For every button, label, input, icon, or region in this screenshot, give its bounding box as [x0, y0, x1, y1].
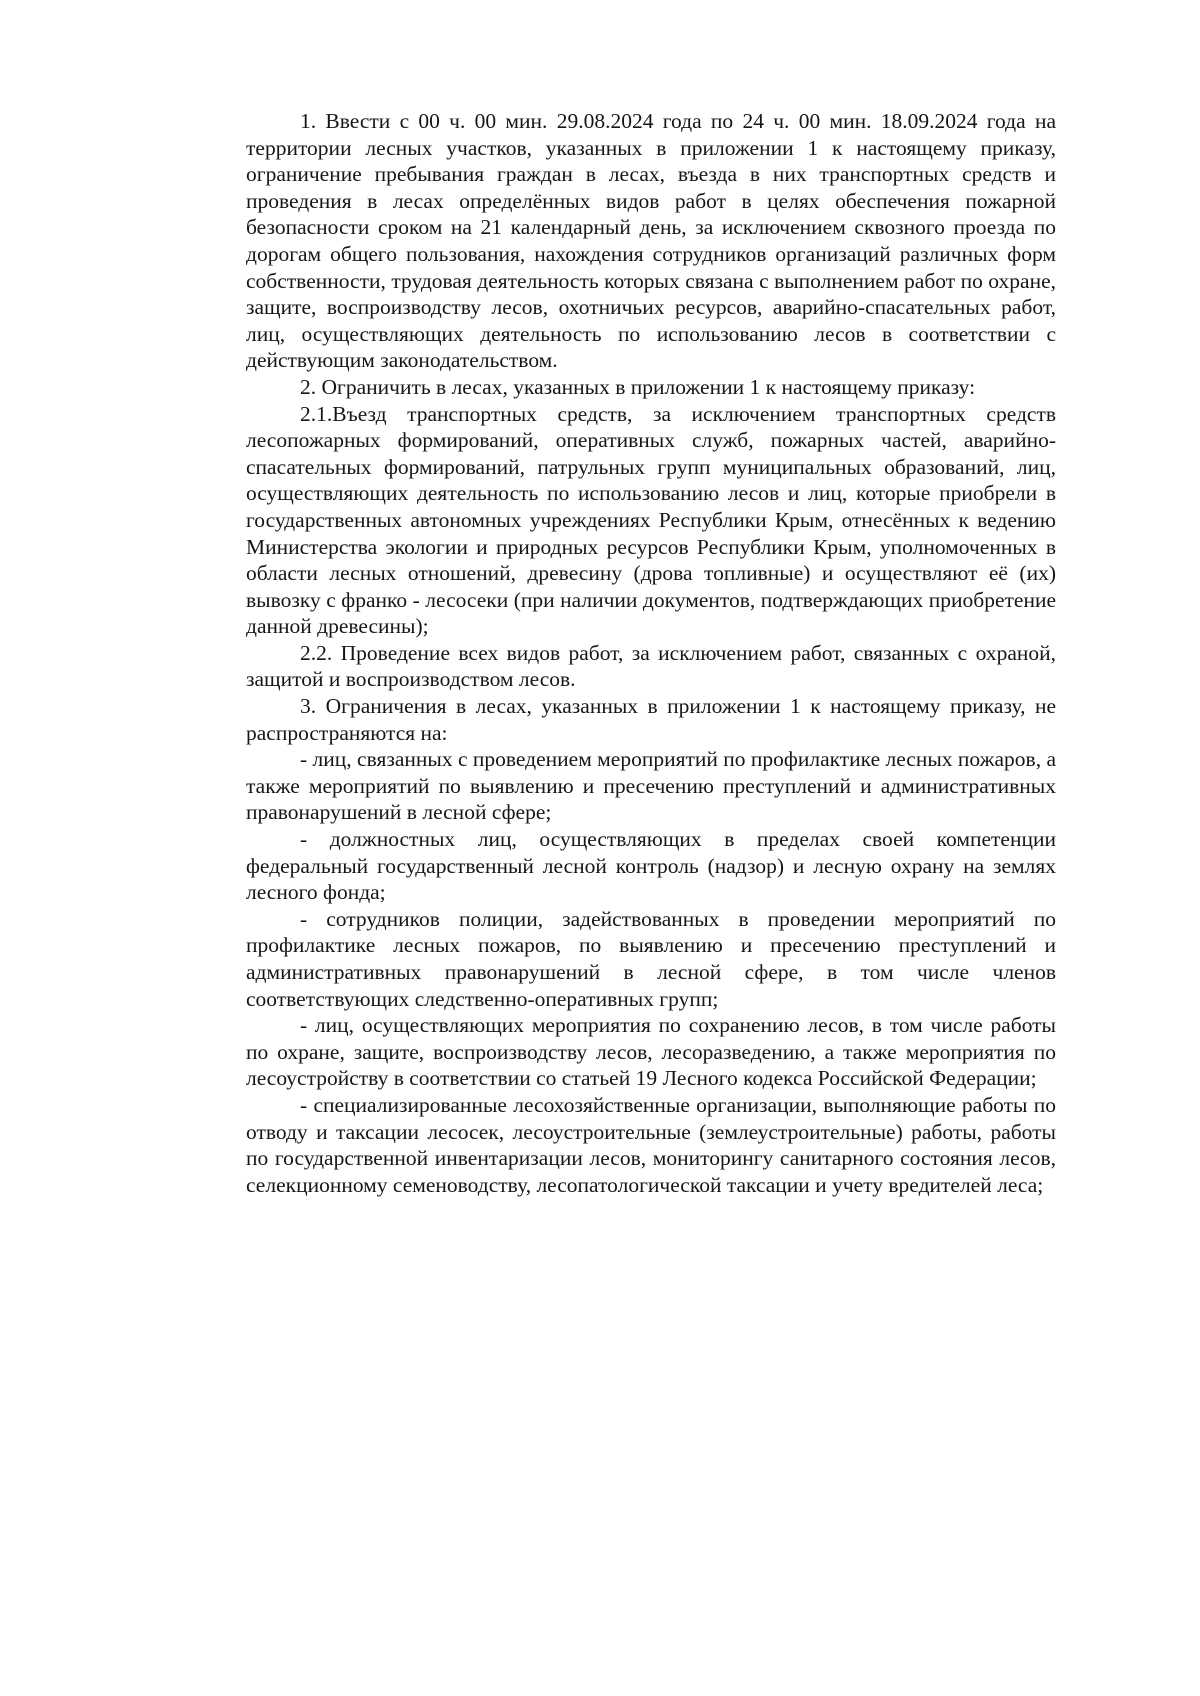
paragraph-2-1-vehicle-entry: 2.1.Въезд транспортных средств, за исключением транспортных средств лесопожарных формирований, оперативных служб, пожарных частей, аварийно-спасательных формирований, патрульных групп муниципальных образований, лиц, осуществляющих деятельность по использованию лесов и лиц, которые приобрели в государственных автономных учреждениях Республики Крым, отнесённых к ведению Министерства экологии и природных ресурсов Республики Крым, уполномоченных в области лесных отношений, древесину (дрова топливные) и осуществляют её (их) вывозку с франко - лесосеки (при наличии документов, подтверждающих приобретение данной древесины); [246, 401, 1056, 639]
document-body [246, 108, 1056, 1198]
exception-item-police: - сотрудников полиции, задействованных в проведении мероприятий по профилактике лесных пожаров, по выявлению и пресечению преступлений и административных правонарушений в лесной сфере, в том числе членов соответствующих следственно-оперативных групп; [246, 906, 1056, 1011]
paragraph-2-2-works: 2.2. Проведение всех видов работ, за исключением работ, связанных с охраной, защитой и воспроизводством лесов. [246, 640, 1056, 692]
paragraph-3-exceptions: 3. Ограничения в лесах, указанных в приложении 1 к настоящему приказу, не распространяются на: [246, 694, 1056, 745]
exception-item-fire-prevention: - лиц, связанных с проведением мероприятий по профилактике лесных пожаров, а также мероприятий по выявлению и пресечению преступлений и административных правонарушений в лесной сфере; [246, 747, 1056, 825]
paragraph-1-restriction-period: 1. Ввести с 00 ч. 00 мин. 29.08.2024 года по 24 ч. 00 мин. 18.09.2024 года на территории лесных участков, указанных в приложении 1 к настоящему приказу, ограничение пребывания граждан в лесах, въезда в них транспортных средств и проведения в лесах определённых видов работ в целях обеспечения пожарной безопасности сроком на 21 календарный день, за исключением сквозного проезда по дорогам общего пользования, нахождения сотрудников организаций различных форм собственности, трудовая деятельность которых связана с выполнением работ по охране, защите, воспроизводству лесов, охотничьих ресурсов, аварийно-спасательных работ, лиц, осуществляющих деятельность по использованию лесов в соответствии с действующим законодательством. [246, 109, 1056, 373]
exception-item-specialized-organizations: - специализированные лесохозяйственные организации, выполняющие работы по отводу и таксации лесосек, лесоустроительные (землеустроительные) работы, работы по государственной инвентаризации лесов, мониторингу санитарного состояния лесов, селекционному семеноводству, лесопатологической таксации и учету вредителей леса; [246, 1092, 1056, 1197]
paragraph-2-restrict: 2. Ограничить в лесах, указанных в приложении 1 к настоящему приказу: [300, 374, 976, 399]
exception-item-forest-conservation: - лиц, осуществляющих мероприятия по сохранению лесов, в том числе работы по охране, защите, воспроизводству лесов, лесоразведению, а также мероприятия по лесоустройству в соответствии со статьей 19 Лесного кодекса Российской Федерации; [246, 1013, 1056, 1091]
exception-item-officials: - должностных лиц, осуществляющих в пределах своей компетенции федеральный государственный лесной контроль (надзор) и лесную охрану на землях лесного фонда; [246, 827, 1056, 905]
